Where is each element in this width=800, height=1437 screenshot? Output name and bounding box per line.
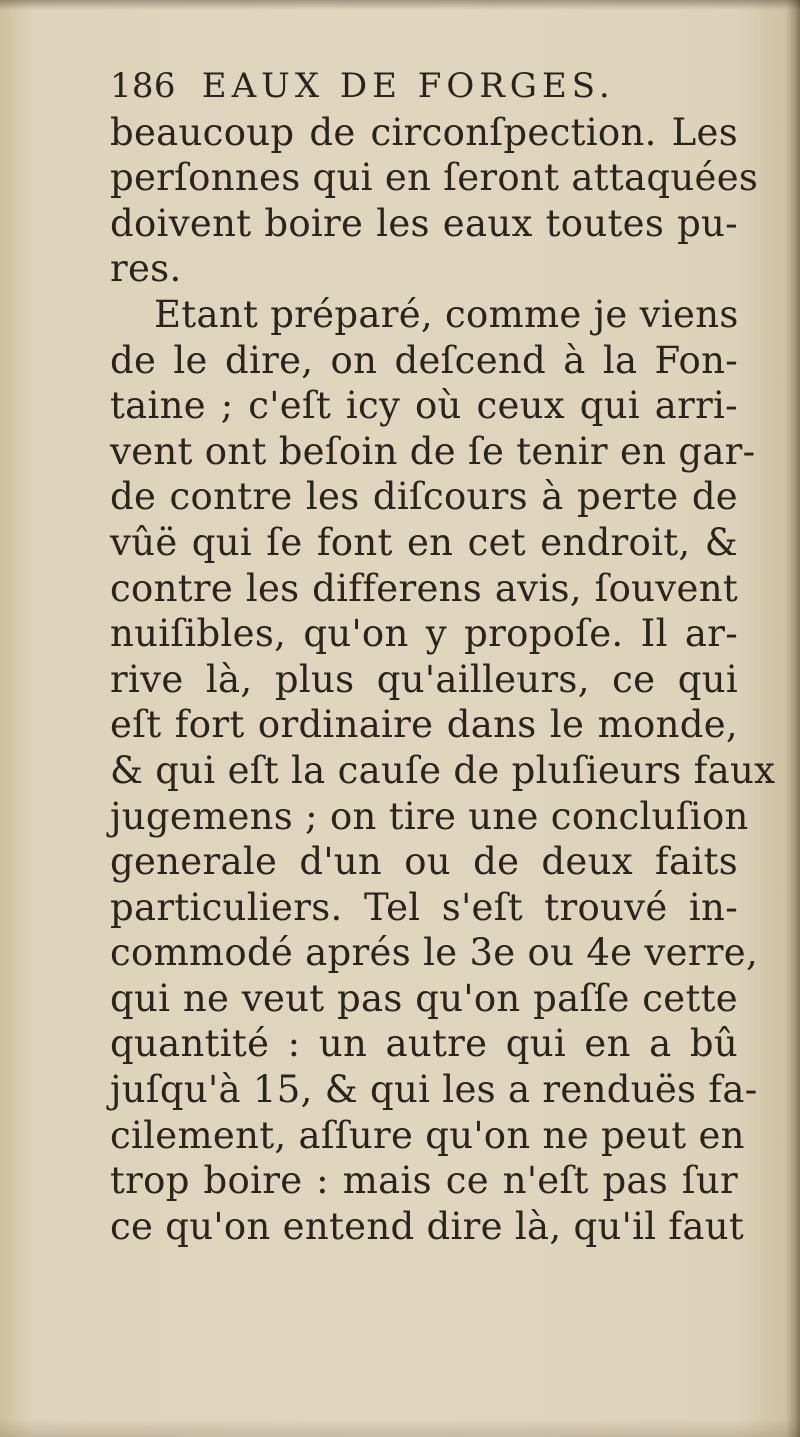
text-line: trop boire : mais ce n'eſt pas ſur <box>110 1159 738 1203</box>
page-text <box>110 64 776 1249</box>
text-line: ce qu'on entend dire là, qu'il faut <box>110 1204 745 1248</box>
text-line: eſt fort ordinaire dans le monde, <box>110 703 738 747</box>
text-line: de contre les diſcours à perte de <box>110 475 738 519</box>
text-line: juſqu'à 15, & qui les a renduës fa- <box>110 1068 758 1112</box>
text-line: res. <box>110 247 182 291</box>
text-line: quantité : un autre qui en a bû <box>110 1022 738 1066</box>
text-line: cilement, aſſure qu'on ne peut en <box>110 1113 745 1157</box>
text-line: commodé aprés le 3e ou 4e verre, <box>110 931 759 975</box>
text-line: nuiſibles, qu'on y propoſe. Il ar- <box>110 612 738 656</box>
text-line: vûë qui ſe font en cet endroit, & <box>110 520 738 564</box>
running-title: EAUX DE FORGES. <box>201 66 615 106</box>
page-header <box>110 64 738 110</box>
text-line: taine ; c'eſt icy où ceux qui arri- <box>110 384 738 428</box>
text-line: de le dire, on deſcend à la Fon- <box>110 338 738 382</box>
text-line: doivent boire les eaux toutes pu- <box>110 201 738 245</box>
text-line: jugemens ; on tire une concluſion <box>110 794 749 838</box>
page-edge-shadow <box>786 0 800 1437</box>
text-line: qui ne veut pas qu'on paſſe cette <box>110 976 738 1020</box>
text-line: Etant préparé, comme je viens <box>154 292 739 336</box>
top-shadow <box>0 0 800 10</box>
text-line: perſonnes qui en ſeront attaquées <box>110 156 759 200</box>
text-line: rive là, plus qu'ailleurs, ce qui <box>110 657 738 701</box>
page-bottom-shadow <box>0 1419 800 1437</box>
text-line: beaucoup de circonſpection. Les <box>110 110 738 154</box>
text-line: vent ont beſoin de ſe tenir en gar- <box>110 429 756 473</box>
text-line: generale d'un ou de deux faits <box>110 840 738 884</box>
text-line: particuliers. Tel s'eſt trouvé in- <box>110 885 738 929</box>
text-line: & qui eſt la cauſe de pluſieurs faux <box>110 748 776 792</box>
page-number: 186 <box>110 66 176 106</box>
text-line: contre les differens avis, ſouvent <box>110 566 738 610</box>
